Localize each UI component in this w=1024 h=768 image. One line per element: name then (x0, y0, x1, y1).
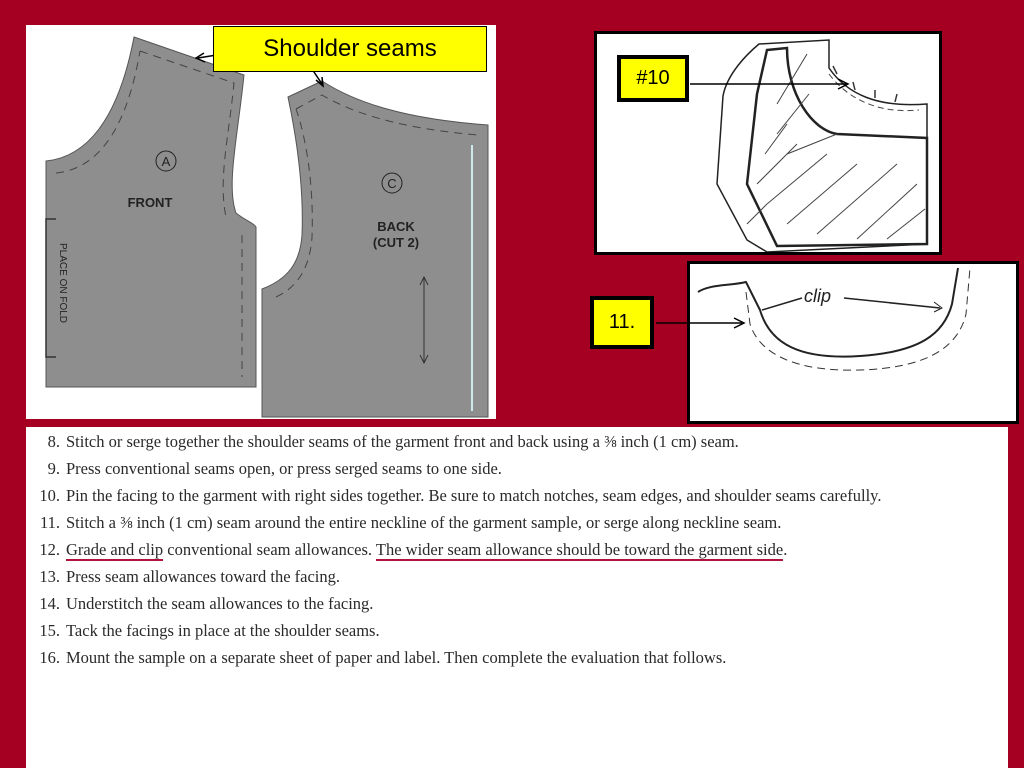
step-text: conventional seam allowances. (163, 540, 376, 559)
step-10 (26, 485, 1008, 507)
grade-and-clip-underlined: Grade and clip (66, 540, 164, 559)
step-number: 15. (39, 621, 60, 640)
step-16 (26, 647, 1008, 669)
back-letter: C (387, 176, 397, 191)
step-text: Press seam allowances toward the facing. (66, 567, 340, 586)
back-cut-label: (CUT 2) (372, 235, 420, 250)
step-number: 11. (39, 513, 60, 532)
instruction-list (26, 431, 1008, 669)
step-text: Stitch or serge together the shoulder seams of the garment front and back using a ⅜ inch (1 cm) seam. (66, 432, 739, 451)
front-letter: A (161, 154, 171, 169)
step-number: 12. (39, 540, 60, 559)
step-text: Stitch a ⅜ inch (1 cm) seam around the entire neckline of the garment sample, or serge along neckline seam. (66, 513, 782, 532)
step-12 (26, 539, 1008, 561)
step-14 (26, 593, 1008, 615)
shoulder-seams-callout: Shoulder seams (213, 26, 487, 72)
step-text: Pin the facing to the garment with right sides together. Be sure to match notches, seam edges, and shoulder seams carefully. (66, 486, 882, 505)
step-10-callout: #10 (617, 55, 689, 102)
step-text-end: . (783, 540, 788, 559)
step-9 (26, 458, 1008, 480)
instructions-panel (26, 427, 1008, 768)
step-15 (26, 620, 1008, 642)
step-text: Press conventional seams open, or press serged seams to one side. (66, 459, 502, 478)
front-label: FRONT (127, 195, 173, 210)
step-13 (26, 566, 1008, 588)
back-label: BACK (377, 219, 415, 234)
step-text: Tack the facings in place at the shoulder seams. (66, 621, 380, 640)
clip-label: clip (804, 286, 832, 306)
step-number: 13. (39, 567, 60, 586)
step-text: Mount the sample on a separate sheet of paper and label. Then complete the evaluation that follows. (66, 648, 727, 667)
wider-seam-underlined: The wider seam allowance should be toward the garment side (375, 540, 784, 559)
step-11-callout: 11. (590, 296, 654, 349)
step-number: 14. (39, 594, 60, 613)
step-11 (26, 512, 1008, 534)
step-number: 10. (39, 486, 60, 505)
step-number: 9. (47, 459, 60, 478)
step-8 (26, 431, 1008, 453)
fold-label: PLACE ON FOLD (57, 243, 68, 324)
step-number: 8. (47, 432, 60, 451)
step-text: Understitch the seam allowances to the facing. (66, 594, 374, 613)
step-number: 16. (39, 648, 60, 667)
